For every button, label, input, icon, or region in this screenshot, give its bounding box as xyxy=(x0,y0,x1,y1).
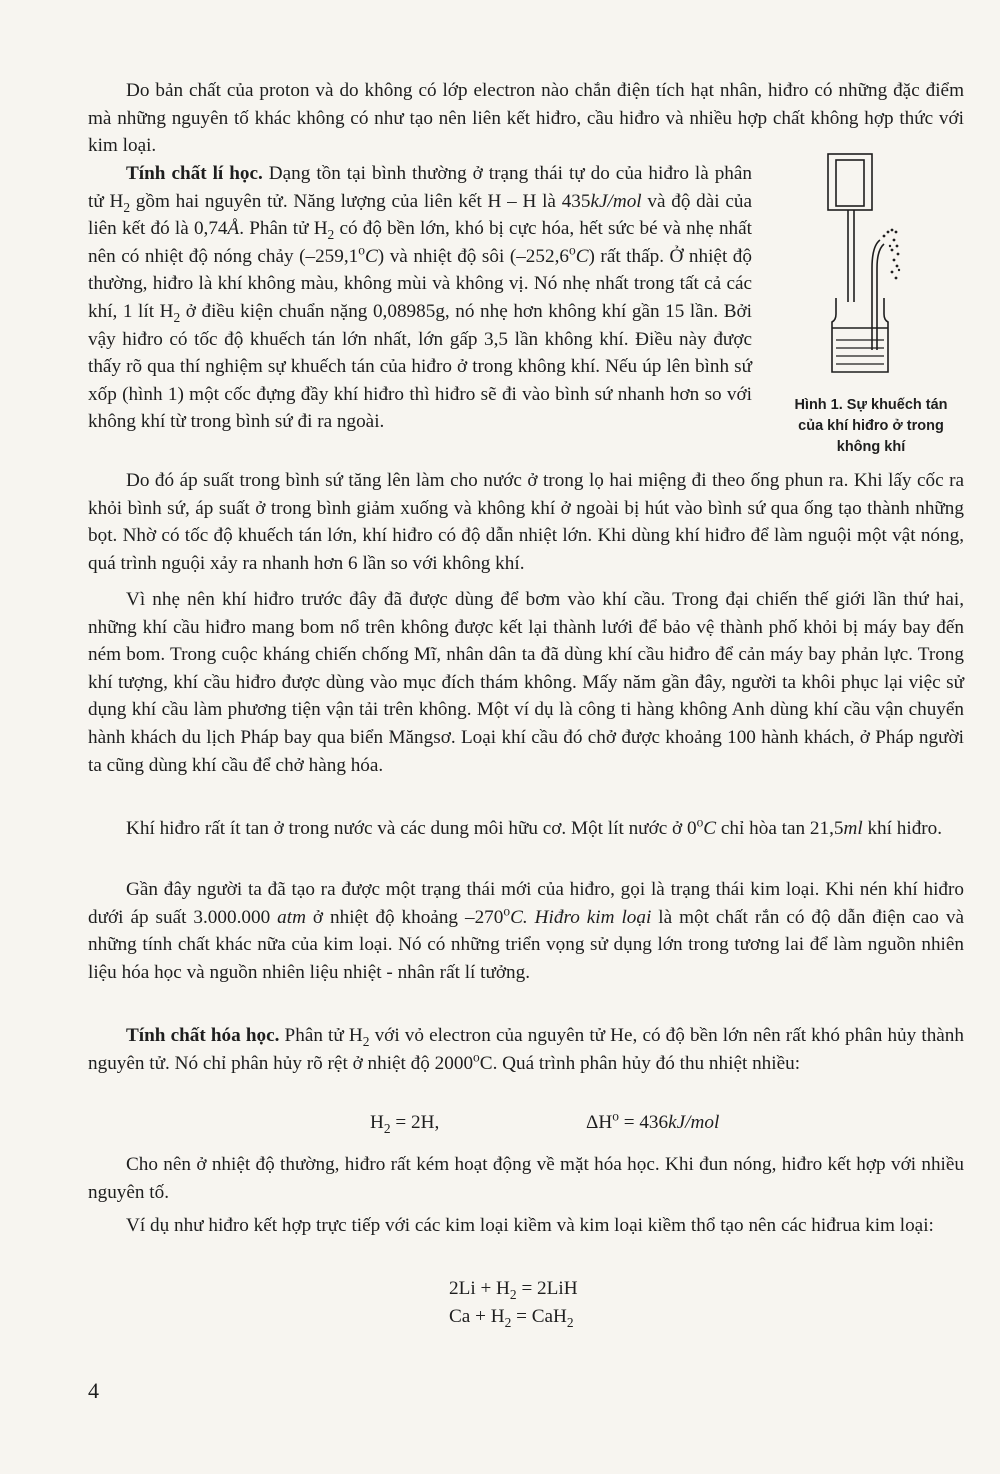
superscript: o xyxy=(503,903,511,919)
unit: kJ/mol xyxy=(590,190,642,212)
text: là một chất rắn có độ dẫn điện cao và những tính chất khác nữa của kim loại. Nó có những triển vọng sử dụng lớn trong tương lai để làm nguồn nhiên liệu hóa học và nguồn nhiên liệu nhiệt - nhân rất lí tưởng. xyxy=(88,906,964,983)
text: Dạng tồn tại bình thường ở trạng thái tự do của hiđro là phân tử H xyxy=(88,163,753,212)
paragraph-3: Do đó áp suất trong bình sứ tăng lên làm cho nước ở trong lọ hai miệng đi theo ống phun ra. Khi lấy cốc ra khỏi bình sứ, áp suất ở trong bình giảm xuống và không khí ở ngoài bị hút vào bình sứ qua ống tạo thành những bọt. Nhờ có tốc độ khuếch tán lớn, khí hiđro có độ dẫn nhiệt lớn. Khi dùng khí hiđro để làm nguội một vật nóng, quá trình nguội xảy ra nhanh hơn 6 lần so với không khí. xyxy=(88,470,964,574)
equation-lithium-hydride xyxy=(449,1278,578,1300)
paragraph-1: Do bản chất của proton và do không có lớp electron nào chắn điện tích hạt nhân, hiđro có những đặc điểm mà những nguyên tố khác không có như tạo nên liên kết hiđro, cầu hiđro và nhiều hợp chất không hợp thức với kim loại. xyxy=(88,80,964,157)
unit: atm xyxy=(277,906,306,928)
eq-text: = 436 xyxy=(618,1112,669,1133)
subscript: 2 xyxy=(173,309,181,325)
equation-enthalpy xyxy=(586,1108,720,1134)
superscript: o xyxy=(696,814,704,830)
text: với vỏ electron của nguyên tử He, có độ bền lớn nên rất khó phân hủy thành nguyên tử. Nó chỉ phân hủy rõ rệt ở nhiệt độ 2000 xyxy=(88,1025,964,1074)
eq-text: = 2H, xyxy=(390,1112,440,1133)
superscript: o xyxy=(358,242,365,258)
heading-chemical-properties: Tính chất hóa học. xyxy=(126,1025,280,1046)
figure-caption: Hình 1. Sự khuếch tán của khí hiđro ở trong không khí xyxy=(794,397,948,455)
eq-text: Ca + H xyxy=(449,1306,505,1327)
unit: C. xyxy=(510,906,528,928)
eq-text: H xyxy=(370,1112,384,1133)
text: có độ bền lớn, khó bị cực hóa, hết sức bé và nhẹ nhất nên có nhiệt độ nóng chảy (–259,1 xyxy=(88,218,752,267)
superscript: o xyxy=(568,242,576,258)
term-metallic-hydrogen: Hiđro kim loại xyxy=(534,906,652,928)
superscript: o xyxy=(473,1049,480,1065)
text: ở điều kiện chuẩn nặng 0,08985g, nó nhẹ hơn không khí gần 15 lần. Bởi vậy hiđro có tốc độ khuếch tán lớn nhất, lớn gấp 3,5 lần không khí. Điều này được thấy rõ qua thí nghiệm sự khuếch tán của hiđro ở trong không khí. Nếu úp lên bình sứ xốp (hình 1) một cốc đựng đầy khí hiđro thì hiđro sẽ đi vào bình sứ nhanh hơn so với không khí từ trong bình sứ đi ra ngoài. xyxy=(88,300,752,433)
paragraph-6 xyxy=(88,876,964,986)
paragraph-4: Vì nhẹ nên khí hiđro trước đây đã được dùng để bơm vào khí cầu. Trong đại chiến thế giới lần thứ hai, những khí cầu hiđro mang bom nổ trên không được kết lại thành lưới để bảo vệ thành phố khỏi bị máy bay đến ném bom. Trong cuộc kháng chiến chống Mĩ, nhân dân ta đã dùng khí cầu hiđro để cản máy bay phản lực. Trong khí tượng, khí cầu hiđro được dùng vào mục đích thám không. Mấy năm gần đây, người ta khôi phục lại việc sử dụng khí cầu làm phương tiện vận tải trên không. Một ví dụ là công ti hàng không Anh dùng khí cầu vận chuyển hành khách du lịch Pháp bay qua biển Măngsơ. Loại khí cầu đó chở được khoảng 100 hành khách, ở Pháp người ta cũng dùng khí cầu để chở hàng hóa. xyxy=(88,589,964,776)
text: ) và nhiệt độ sôi (–252,6 xyxy=(377,245,569,267)
page-number: 4 xyxy=(88,1378,99,1403)
unit: C xyxy=(575,245,589,267)
equation-calcium-hydride xyxy=(449,1306,574,1328)
unit: C xyxy=(364,245,378,267)
text: và độ dài của liên kết đó là 0,74 xyxy=(88,190,752,240)
text: ) rất thấp. Ở nhiệt độ thường, hiđro là khí không màu, không mùi và không vị. Nó nhẹ nhất trong tất cả các khí, 1 lít H xyxy=(88,245,752,322)
subscript: 2 xyxy=(566,1314,574,1330)
paragraph-chemical-properties xyxy=(88,1022,964,1077)
unit: ml xyxy=(843,818,863,839)
eq-text: 2Li + H xyxy=(449,1278,510,1299)
text: Khí hiđro rất ít tan ở trong nước và các dung môi hữu cơ. Một lít nước ở 0 xyxy=(126,818,697,839)
text: Gần đây người ta đã tạo ra được một trạng thái mới của hiđro, gọi là trạng thái kim loại. Khi nén khí hiđro dưới áp suất 3.000.000 xyxy=(88,879,964,928)
eq-text: = 2LiH xyxy=(516,1278,578,1299)
heading-physical-properties: Tính chất lí học. xyxy=(126,163,263,184)
paragraph-8: Cho nên ở nhiệt độ thường, hiđro rất kém hoạt động về mặt hóa học. Khi đun nóng, hiđro kết hợp với nhiều nguyên tố. xyxy=(88,1154,964,1203)
text: . Phân tử H xyxy=(239,218,328,240)
equation-decomposition xyxy=(370,1112,439,1134)
unit: Å xyxy=(227,218,240,240)
superscript: o xyxy=(612,1108,619,1124)
unit: kJ/mol xyxy=(668,1112,720,1133)
paragraph-9: Ví dụ như hiđro kết hợp trực tiếp với các kim loại kiềm và kim loại kiềm thổ tạo nên các hiđrua kim loại: xyxy=(126,1215,934,1236)
diffusion-apparatus-figure xyxy=(822,150,922,380)
eq-text: = CaH xyxy=(511,1306,567,1327)
eq-text: ΔH xyxy=(586,1112,613,1133)
text: Phân tử H xyxy=(279,1025,363,1046)
subscript: 2 xyxy=(383,1120,391,1136)
subscript: 2 xyxy=(327,227,335,243)
subscript: 2 xyxy=(123,199,131,215)
text: C. Quá trình phân hủy đó thu nhiệt nhiều: xyxy=(479,1052,801,1074)
unit: C xyxy=(703,818,717,839)
text: khí hiđro. xyxy=(862,818,943,839)
subscript: 2 xyxy=(509,1286,517,1302)
paragraph-physical-properties xyxy=(88,160,752,436)
subscript: 2 xyxy=(504,1314,512,1330)
text: chỉ hòa tan 21,5 xyxy=(716,818,844,839)
text: ở nhiệt độ khoảng –270 xyxy=(305,906,504,928)
text: gồm hai nguyên tử. Năng lượng của liên kết H – H là 435 xyxy=(130,190,591,212)
paragraph-5 xyxy=(88,815,964,843)
subscript: 2 xyxy=(362,1033,370,1049)
